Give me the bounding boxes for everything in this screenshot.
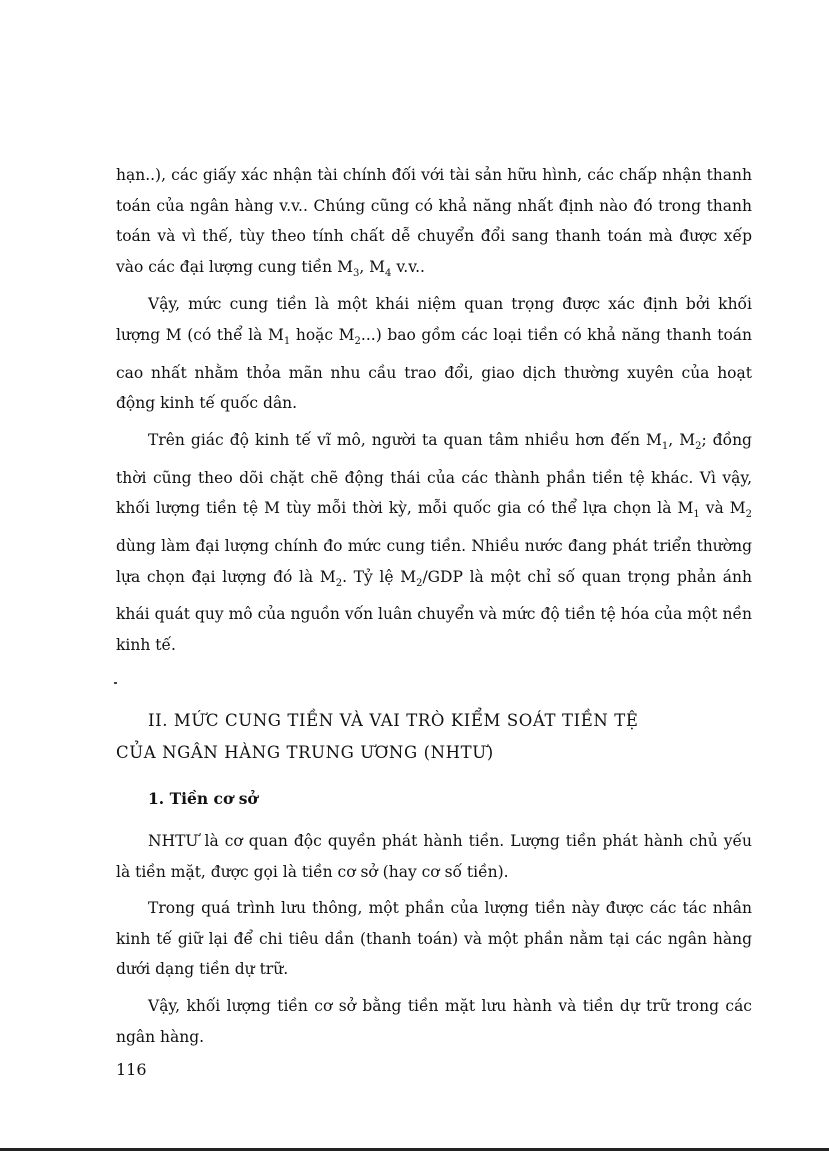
- body-text-upper: [116, 160, 752, 660]
- paragraph-6: Vậy, khối lượng tiền cơ sở bằng tiền mặt lưu hành và tiền dự trữ trong các ngân hàng.: [116, 996, 752, 1046]
- section-heading-line-2: CỦA NGÂN HÀNG TRUNG ƯƠNG (NHTƯ): [116, 743, 494, 762]
- page-number: 116: [116, 1060, 147, 1079]
- paragraph-5: Trong quá trình lưu thông, một phần của lượng tiền này được các tác nhân kinh tế giữ lại để chi tiêu dần (thanh toán) và một phần nằm tại các ngân hàng dưới dạng tiền dự trữ.: [116, 899, 752, 979]
- paragraph-4: NHTƯ là cơ quan độc quyền phát hành tiền. Lượng tiền phát hành chủ yếu là tiền mặt, được gọi là tiền cơ sở (hay cơ số tiền).: [116, 832, 752, 881]
- paragraph-2: Vậy, mức cung tiền là một khái niệm quan trọng được xác định bởi khối lượng M (có thể là $M_1$ hoặc $M_2$...) bao gồm các loại tiền có khả năng thanh toán cao nhất nhằm thỏa mãn nhu cầu trao đổi, giao dịch thường xuyên của hoạt động kinh tế quốc dân.: [116, 295, 752, 413]
- section-heading: [116, 705, 756, 769]
- paragraph-3: Trên giác độ kinh tế vĩ mô, người ta quan tâm nhiều hơn đến $M_1$, $M_2$; đồng thời cũng theo dõi chặt chẽ động thái của các thành phần tiền tệ khác. Vì vậy, khối lượng tiền tệ M tùy mỗi thời kỳ, mỗi quốc gia có thể lựa chọn là $M_1$ và $M_2$ dùng làm đại lượng chính đo mức cung tiền. Nhiều nước đang phát triển thường lựa chọn đại lượng đó là $M_2$. Tỷ lệ $M_2$/GDP là một chỉ số quan trọng phản ánh khái quát quy mô của nguồn vốn luân chuyển và mức độ tiền tệ hóa của một nền kinh tế.: [116, 430, 752, 654]
- subsection-heading: 1. Tiền cơ sở: [148, 789, 258, 808]
- section-heading-line-1: II. MỨC CUNG TIỀN VÀ VAI TRÒ KIỂM SOÁT TIỀN TỆ: [148, 711, 639, 730]
- margin-mark: [114, 682, 117, 684]
- paragraph-1: hạn..), các giấy xác nhận tài chính đối với tài sản hữu hình, các chấp nhận thanh toán của ngân hàng v.v.. Chúng cũng có khả năng nhất định nào đó trong thanh toán và vì thế, tùy theo tính chất dễ chuyển đổi sang thanh toán mà được xếp vào các đại lượng cung tiền $M_3$, $M_4$ v.v..: [116, 166, 752, 279]
- body-text-lower: [116, 826, 752, 1052]
